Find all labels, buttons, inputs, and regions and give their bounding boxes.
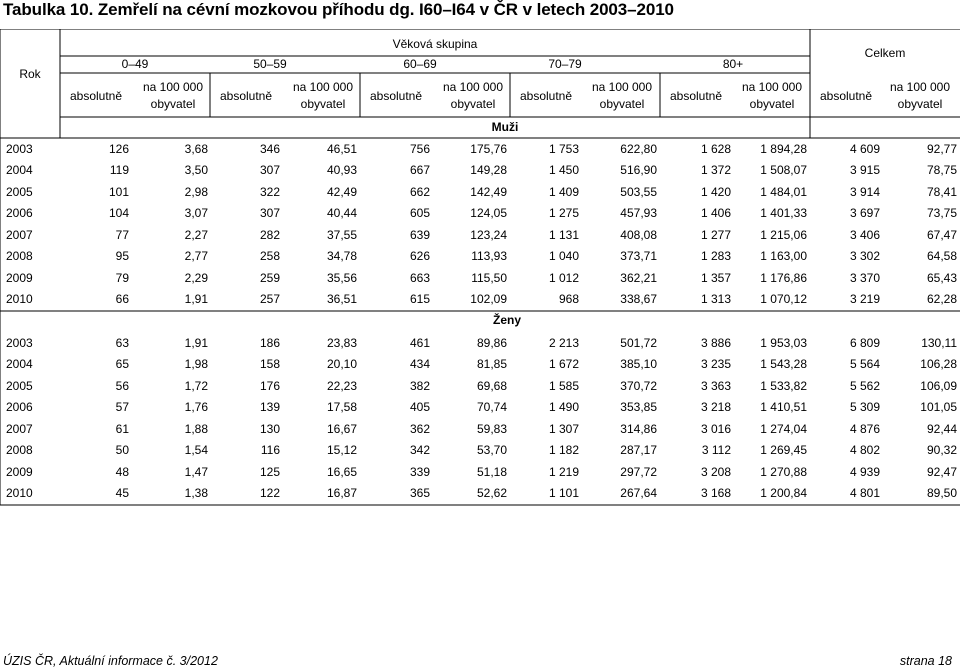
rate-cell: 1 163,00	[760, 249, 807, 263]
rate-cell: 2,77	[184, 249, 208, 263]
rate-cell: 1,98	[184, 357, 208, 371]
rate-cell: 62,28	[926, 292, 957, 306]
rate-cell: 385,10	[620, 357, 657, 371]
absolute-cell: 626	[409, 249, 430, 263]
absolute-cell: 405	[409, 400, 430, 414]
row-year: 2005	[6, 185, 33, 199]
rate-cell: 1 274,04	[760, 422, 807, 436]
rate-cell: 92,47	[926, 465, 957, 479]
absolute-cell: 5 562	[849, 379, 880, 393]
absolute-cell: 257	[259, 292, 280, 306]
absolute-cell: 382	[409, 379, 430, 393]
absolute-cell: 139	[259, 400, 280, 414]
rate-cell: 353,85	[620, 400, 657, 414]
absolute-cell: 125	[259, 465, 280, 479]
rate-cell: 1,91	[184, 336, 208, 350]
row-year: 2009	[6, 465, 33, 479]
absolute-cell: 1 372	[700, 163, 731, 177]
row-year: 2004	[6, 357, 33, 371]
rate-cell: 20,10	[326, 357, 357, 371]
absolute-cell: 3 363	[700, 379, 731, 393]
rate-cell: 92,77	[926, 142, 957, 156]
absolute-cell: 158	[259, 357, 280, 371]
absolute-cell: 4 876	[849, 422, 880, 436]
rate-cell: 23,83	[326, 336, 357, 350]
row-year: 2004	[6, 163, 33, 177]
absolute-cell: 1 040	[548, 249, 579, 263]
absolute-cell: 4 609	[849, 142, 880, 156]
rate-cell: 115,50	[471, 271, 507, 285]
rate-header-line2: obyvatel	[897, 97, 943, 111]
rate-cell: 267,64	[620, 486, 657, 500]
rate-cell: 149,28	[470, 163, 507, 177]
rate-cell: 106,09	[920, 379, 957, 393]
rate-cell: 1 410,51	[760, 400, 807, 414]
age-group-label: 0–49	[121, 57, 149, 71]
age-group-label: 60–69	[403, 57, 437, 71]
rate-cell: 297,72	[620, 465, 657, 479]
absolute-cell: 307	[259, 163, 280, 177]
rate-header-line1: na 100 000	[889, 80, 951, 94]
rate-cell: 1,72	[184, 379, 208, 393]
absolute-cell: 1 012	[548, 271, 579, 285]
absolute-cell: 3 218	[700, 400, 731, 414]
absolute-cell: 56	[115, 379, 129, 393]
absolute-cell: 282	[259, 228, 280, 242]
rate-cell: 73,75	[926, 206, 957, 220]
rate-cell: 22,23	[326, 379, 357, 393]
rate-cell: 52,62	[476, 486, 507, 500]
absolute-cell: 176	[259, 379, 280, 393]
rate-cell: 123,24	[470, 228, 507, 242]
age-group-label: 50–59	[253, 57, 287, 71]
rate-cell: 40,93	[326, 163, 357, 177]
absolute-cell: 3 915	[849, 163, 880, 177]
absolute-cell: 663	[409, 271, 430, 285]
row-year: 2006	[6, 206, 33, 220]
rate-cell: 1 401,33	[760, 206, 807, 220]
rate-cell: 81,85	[476, 357, 507, 371]
absolute-cell: 79	[115, 271, 129, 285]
rate-cell: 1 176,86	[760, 271, 807, 285]
absolute-cell: 63	[115, 336, 129, 350]
rate-cell: 1 894,28	[760, 142, 807, 156]
absolute-cell: 77	[115, 228, 129, 242]
rate-cell: 1 953,03	[760, 336, 807, 350]
rate-cell: 101,05	[920, 400, 957, 414]
absolute-cell: 1 277	[700, 228, 731, 242]
rate-cell: 622,80	[620, 142, 657, 156]
row-year: 2005	[6, 379, 33, 393]
rate-cell: 338,67	[620, 292, 657, 306]
rate-cell: 16,67	[326, 422, 357, 436]
absolute-cell: 104	[108, 206, 129, 220]
data-table	[0, 29, 960, 506]
rate-header-line2: obyvatel	[300, 97, 346, 111]
rate-cell: 46,51	[326, 142, 357, 156]
absolute-cell: 1 313	[700, 292, 731, 306]
rate-cell: 16,65	[326, 465, 357, 479]
absolute-header: absolutně	[819, 89, 873, 103]
absolute-cell: 342	[409, 443, 430, 457]
rate-header-line2: obyvatel	[150, 97, 196, 111]
absolute-cell: 3 302	[849, 249, 880, 263]
absolute-cell: 57	[115, 400, 129, 414]
rate-cell: 1 269,45	[760, 443, 807, 457]
rate-cell: 2,98	[184, 185, 208, 199]
rate-cell: 1 215,06	[760, 228, 807, 242]
rate-cell: 1,76	[184, 400, 208, 414]
rate-header-line1: na 100 000	[442, 80, 504, 94]
rate-cell: 35,56	[326, 271, 357, 285]
absolute-cell: 1 182	[548, 443, 579, 457]
rate-cell: 130,11	[921, 336, 957, 350]
absolute-cell: 50	[115, 443, 129, 457]
absolute-cell: 1 753	[548, 142, 579, 156]
absolute-cell: 3 016	[700, 422, 731, 436]
absolute-cell: 122	[259, 486, 280, 500]
absolute-cell: 5 309	[849, 400, 880, 414]
absolute-header: absolutně	[69, 89, 123, 103]
rate-cell: 113,93	[471, 249, 507, 263]
rate-cell: 89,50	[926, 486, 957, 500]
rate-cell: 59,83	[476, 422, 507, 436]
rate-cell: 314,86	[620, 422, 657, 436]
rate-cell: 106,28	[920, 357, 957, 371]
absolute-cell: 3 112	[701, 443, 731, 457]
rate-cell: 90,32	[926, 443, 957, 457]
absolute-cell: 322	[259, 185, 280, 199]
rate-cell: 67,47	[926, 228, 957, 242]
absolute-cell: 116	[260, 443, 280, 457]
rate-cell: 501,72	[620, 336, 657, 350]
rate-cell: 1,88	[184, 422, 208, 436]
absolute-cell: 362	[409, 422, 430, 436]
absolute-cell: 3 370	[849, 271, 880, 285]
rate-cell: 124,05	[470, 206, 507, 220]
row-year: 2007	[6, 422, 33, 436]
absolute-cell: 61	[115, 422, 129, 436]
absolute-cell: 186	[259, 336, 280, 350]
absolute-cell: 667	[409, 163, 430, 177]
absolute-cell: 1 450	[548, 163, 579, 177]
rate-cell: 78,41	[926, 185, 957, 199]
rate-cell: 78,75	[926, 163, 957, 177]
rate-header-line1: na 100 000	[741, 80, 803, 94]
footer-page-number: strana 18	[899, 654, 952, 668]
rate-cell: 1 533,82	[760, 379, 807, 393]
absolute-cell: 3 219	[849, 292, 880, 306]
absolute-cell: 1 101	[548, 486, 579, 500]
absolute-cell: 95	[115, 249, 129, 263]
rate-header-line1: na 100 000	[142, 80, 204, 94]
absolute-cell: 3 886	[700, 336, 731, 350]
row-year: 2009	[6, 271, 33, 285]
rate-cell: 64,58	[926, 249, 957, 263]
absolute-cell: 259	[259, 271, 280, 285]
absolute-cell: 101	[108, 185, 129, 199]
section-label-men: Muži	[491, 120, 519, 134]
absolute-header: absolutně	[669, 89, 723, 103]
rate-cell: 17,58	[326, 400, 357, 414]
row-year: 2008	[6, 443, 33, 457]
absolute-cell: 48	[115, 465, 129, 479]
absolute-cell: 1 628	[700, 142, 731, 156]
rate-cell: 362,21	[620, 271, 657, 285]
rate-cell: 175,76	[470, 142, 507, 156]
row-year: 2007	[6, 228, 33, 242]
rate-cell: 53,70	[476, 443, 507, 457]
rate-cell: 503,55	[620, 185, 657, 199]
rate-cell: 2,29	[184, 271, 208, 285]
rate-header-line2: obyvatel	[450, 97, 496, 111]
rate-cell: 1,91	[184, 292, 208, 306]
rate-cell: 3,50	[184, 163, 208, 177]
rate-cell: 3,07	[184, 206, 208, 220]
rate-cell: 3,68	[184, 142, 208, 156]
absolute-cell: 3 168	[700, 486, 731, 500]
rate-cell: 408,08	[620, 228, 657, 242]
absolute-cell: 3 914	[849, 185, 880, 199]
absolute-cell: 1 490	[548, 400, 579, 414]
row-year: 2010	[6, 292, 33, 306]
rate-cell: 16,87	[326, 486, 357, 500]
absolute-header: absolutně	[519, 89, 573, 103]
absolute-cell: 339	[409, 465, 430, 479]
rate-cell: 1,38	[184, 486, 208, 500]
absolute-cell: 3 406	[849, 228, 880, 242]
rate-cell: 36,51	[326, 292, 357, 306]
rate-cell: 15,12	[326, 443, 357, 457]
row-year: 2006	[6, 400, 33, 414]
rate-cell: 51,18	[476, 465, 507, 479]
rate-cell: 516,90	[620, 163, 657, 177]
absolute-cell: 6 809	[849, 336, 880, 350]
rate-cell: 37,55	[326, 228, 357, 242]
table-title: Tabulka 10. Zemřelí na cévní mozkovou příhodu dg. I60–I64 v ČR v letech 2003–2010	[3, 0, 674, 19]
absolute-cell: 605	[409, 206, 430, 220]
absolute-cell: 461	[409, 336, 430, 350]
total-header: Celkem	[864, 46, 906, 60]
rate-cell: 42,49	[326, 185, 357, 199]
absolute-cell: 615	[409, 292, 430, 306]
absolute-cell: 3 208	[700, 465, 731, 479]
rate-cell: 287,17	[620, 443, 657, 457]
rate-cell: 40,44	[326, 206, 357, 220]
rate-cell: 373,71	[620, 249, 657, 263]
absolute-cell: 434	[409, 357, 430, 371]
absolute-cell: 1 131	[548, 228, 579, 242]
rate-cell: 1,54	[184, 443, 208, 457]
age-group-header: Věková skupina	[392, 37, 478, 51]
age-group-label: 70–79	[548, 57, 582, 71]
absolute-cell: 119	[109, 163, 129, 177]
row-year: 2003	[6, 142, 33, 156]
rate-cell: 457,93	[620, 206, 657, 220]
rate-cell: 370,72	[620, 379, 657, 393]
rate-cell: 1 070,12	[760, 292, 807, 306]
rate-cell: 1,47	[184, 465, 208, 479]
rate-cell: 1 484,01	[760, 185, 807, 199]
absolute-cell: 4 802	[849, 443, 880, 457]
rate-cell: 89,86	[476, 336, 507, 350]
absolute-cell: 3 235	[700, 357, 731, 371]
absolute-cell: 3 697	[849, 206, 880, 220]
absolute-cell: 130	[259, 422, 280, 436]
rate-header-line1: na 100 000	[292, 80, 354, 94]
absolute-header: absolutně	[369, 89, 423, 103]
rate-cell: 142,49	[470, 185, 507, 199]
absolute-cell: 5 564	[849, 357, 880, 371]
rate-cell: 102,09	[470, 292, 507, 306]
absolute-cell: 346	[259, 142, 280, 156]
rate-header-line1: na 100 000	[591, 80, 653, 94]
absolute-cell: 4 939	[849, 465, 880, 479]
absolute-cell: 1 219	[548, 465, 579, 479]
absolute-cell: 65	[115, 357, 129, 371]
absolute-cell: 2 213	[548, 336, 579, 350]
row-year: 2003	[6, 336, 33, 350]
absolute-header: absolutně	[219, 89, 273, 103]
absolute-cell: 1 357	[700, 271, 731, 285]
rate-header-line2: obyvatel	[599, 97, 645, 111]
age-group-label: 80+	[722, 57, 744, 71]
absolute-cell: 1 585	[548, 379, 579, 393]
rate-cell: 1 270,88	[760, 465, 807, 479]
rate-cell: 1 200,84	[760, 486, 807, 500]
absolute-cell: 639	[409, 228, 430, 242]
absolute-cell: 258	[259, 249, 280, 263]
rate-cell: 65,43	[926, 271, 957, 285]
section-label-women: Ženy	[492, 313, 522, 327]
rate-cell: 92,44	[926, 422, 957, 436]
row-year: 2008	[6, 249, 33, 263]
absolute-cell: 1 672	[548, 357, 579, 371]
absolute-cell: 1 283	[700, 249, 731, 263]
absolute-cell: 45	[115, 486, 129, 500]
rok-header: Rok	[19, 67, 41, 81]
rate-header-line2: obyvatel	[749, 97, 795, 111]
absolute-cell: 126	[108, 142, 129, 156]
absolute-cell: 1 409	[548, 185, 579, 199]
row-year: 2010	[6, 486, 33, 500]
absolute-cell: 1 406	[700, 206, 731, 220]
rate-cell: 34,78	[326, 249, 357, 263]
absolute-cell: 1 420	[700, 185, 731, 199]
rate-cell: 2,27	[184, 228, 208, 242]
absolute-cell: 66	[115, 292, 129, 306]
absolute-cell: 756	[409, 142, 430, 156]
absolute-cell: 662	[409, 185, 430, 199]
rate-cell: 69,68	[476, 379, 507, 393]
rate-cell: 1 508,07	[760, 163, 807, 177]
absolute-cell: 1 307	[548, 422, 579, 436]
absolute-cell: 968	[558, 292, 579, 306]
absolute-cell: 4 801	[849, 486, 880, 500]
absolute-cell: 307	[259, 206, 280, 220]
rate-cell: 70,74	[476, 400, 507, 414]
absolute-cell: 1 275	[548, 206, 579, 220]
footer-source: ÚZIS ČR, Aktuální informace č. 3/2012	[3, 654, 218, 668]
absolute-cell: 365	[409, 486, 430, 500]
rate-cell: 1 543,28	[760, 357, 807, 371]
